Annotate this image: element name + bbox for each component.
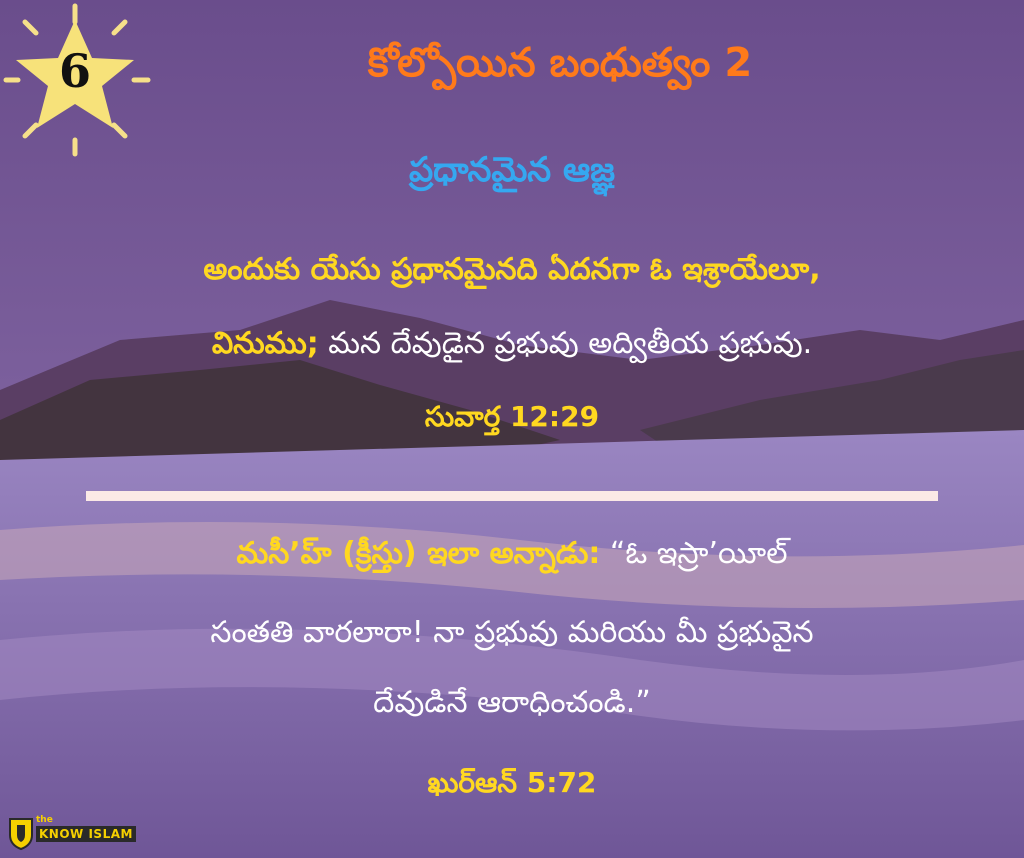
subtitle: ప్రధానమైన ఆజ్ఞ bbox=[408, 150, 615, 190]
quran-verse-line-1 bbox=[0, 536, 1024, 578]
divider bbox=[86, 491, 938, 501]
quran-verse-line-3: దేవుడినే ఆరాధించండి.” bbox=[373, 685, 651, 720]
quran-reference: ఖుర్ఆన్ 5:72 bbox=[427, 766, 597, 799]
bible-verse-highlight: వినుము; bbox=[211, 326, 319, 361]
badge-number: 6 bbox=[58, 44, 91, 98]
bible-verse-line-1: అందుకు యేసు ప్రధానమైనది ఏదనగా ఓ ఇశ్రాయేలూ, bbox=[203, 252, 821, 287]
bible-verse-rest: మన దేవుడైన ప్రభువు అద్వితీయ ప్రభువు. bbox=[318, 326, 813, 361]
page-title: కోల్పోయిన బంధుత్వం 2 bbox=[367, 40, 753, 86]
logo-small-text: the bbox=[36, 815, 53, 825]
bible-verse-line-2 bbox=[0, 326, 1024, 368]
bible-reference: సువార్త 12:29 bbox=[424, 400, 600, 433]
quran-verse-rest: “ఓ ఇస్రా’యీల్ bbox=[600, 536, 788, 571]
quran-verse-highlight: మసీ’హ్ (క్రీస్తు) ఇలా అన్నాడు: bbox=[236, 536, 601, 571]
quran-verse-line-2: సంతతి వారలారా! నా ప్రభువు మరియు మీ ప్రభువైన bbox=[210, 615, 814, 650]
logo-name: KNOW ISLAM bbox=[36, 826, 136, 842]
